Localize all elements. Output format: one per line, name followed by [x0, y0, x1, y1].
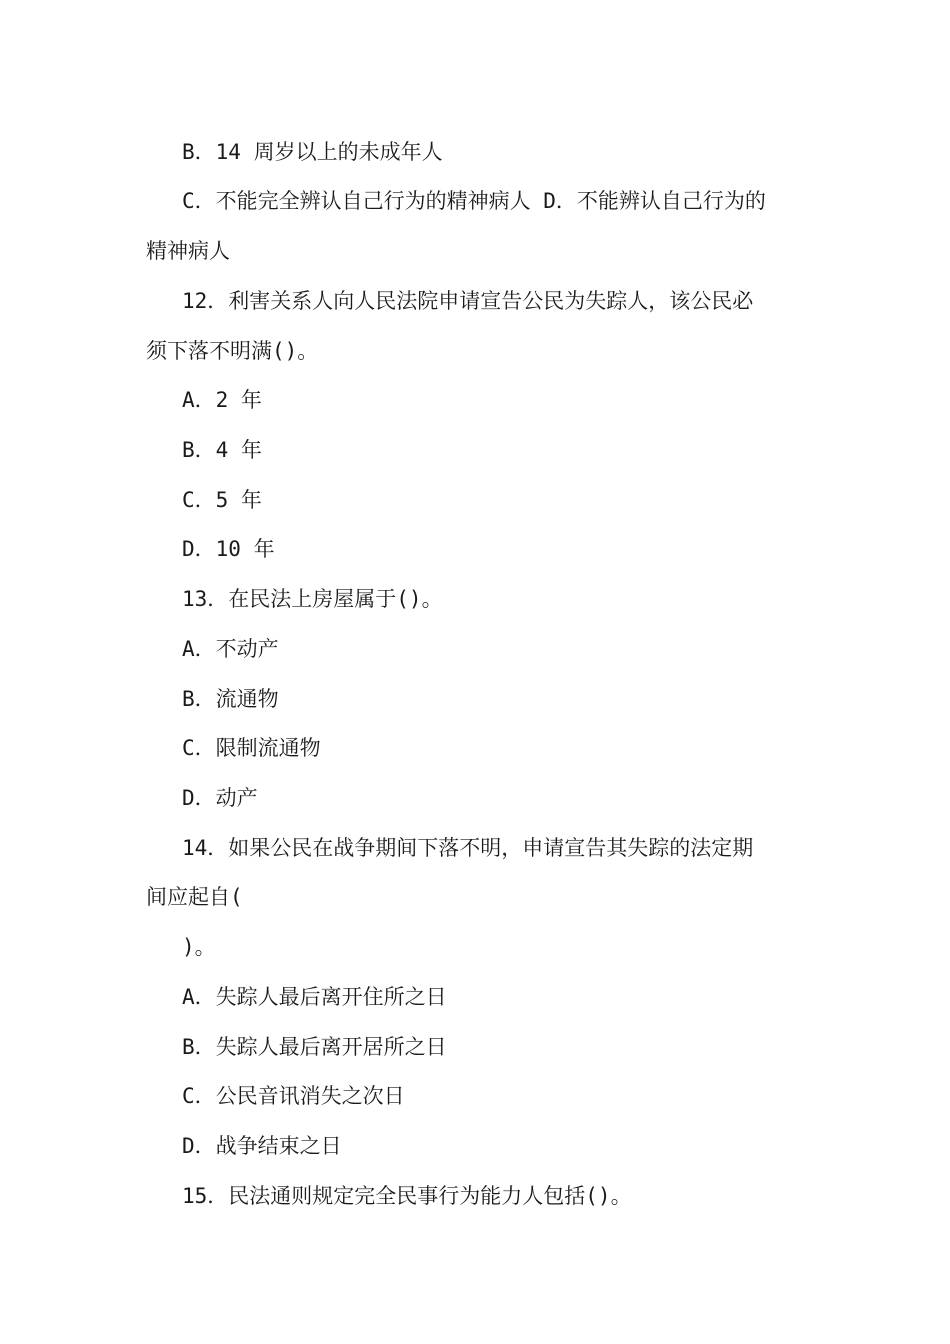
option-c-q14: C．公民音讯消失之次日	[182, 1084, 405, 1108]
question-15: 15．民法通则规定完全民事行为能力人包括()。	[182, 1184, 632, 1208]
question-14: 14．如果公民在战争期间下落不明，申请宣告其失踪的法定期	[182, 836, 754, 860]
question-14-continued: 间应起自(	[146, 885, 243, 909]
option-a-q13: A．不动产	[182, 637, 279, 661]
question-14-closing: )。	[182, 935, 216, 959]
option-c-q12: C．5 年	[182, 488, 262, 512]
option-d-q13: D．动产	[182, 786, 258, 810]
option-b-q14: B．失踪人最后离开居所之日	[182, 1035, 447, 1059]
option-d-q14: D．战争结束之日	[182, 1134, 342, 1158]
option-a-q12: A．2 年	[182, 388, 262, 412]
option-b-q12: B．4 年	[182, 438, 262, 462]
question-13: 13．在民法上房屋属于()。	[182, 587, 443, 611]
option-b-q13: B．流通物	[182, 687, 279, 711]
option-d-q11-continued: 精神病人	[146, 239, 230, 263]
option-a-q14: A．失踪人最后离开住所之日	[182, 985, 447, 1009]
question-12: 12．利害关系人向人民法院申请宣告公民为失踪人，该公民必	[182, 289, 754, 313]
option-d-q12: D．10 年	[182, 537, 275, 561]
question-12-continued: 须下落不明满()。	[146, 339, 319, 363]
option-c-d-q11: C．不能完全辨认自己行为的精神病人 D．不能辨认自己行为的	[182, 189, 766, 213]
option-b-q11: B．14 周岁以上的未成年人	[182, 140, 443, 164]
option-c-q13: C．限制流通物	[182, 736, 321, 760]
